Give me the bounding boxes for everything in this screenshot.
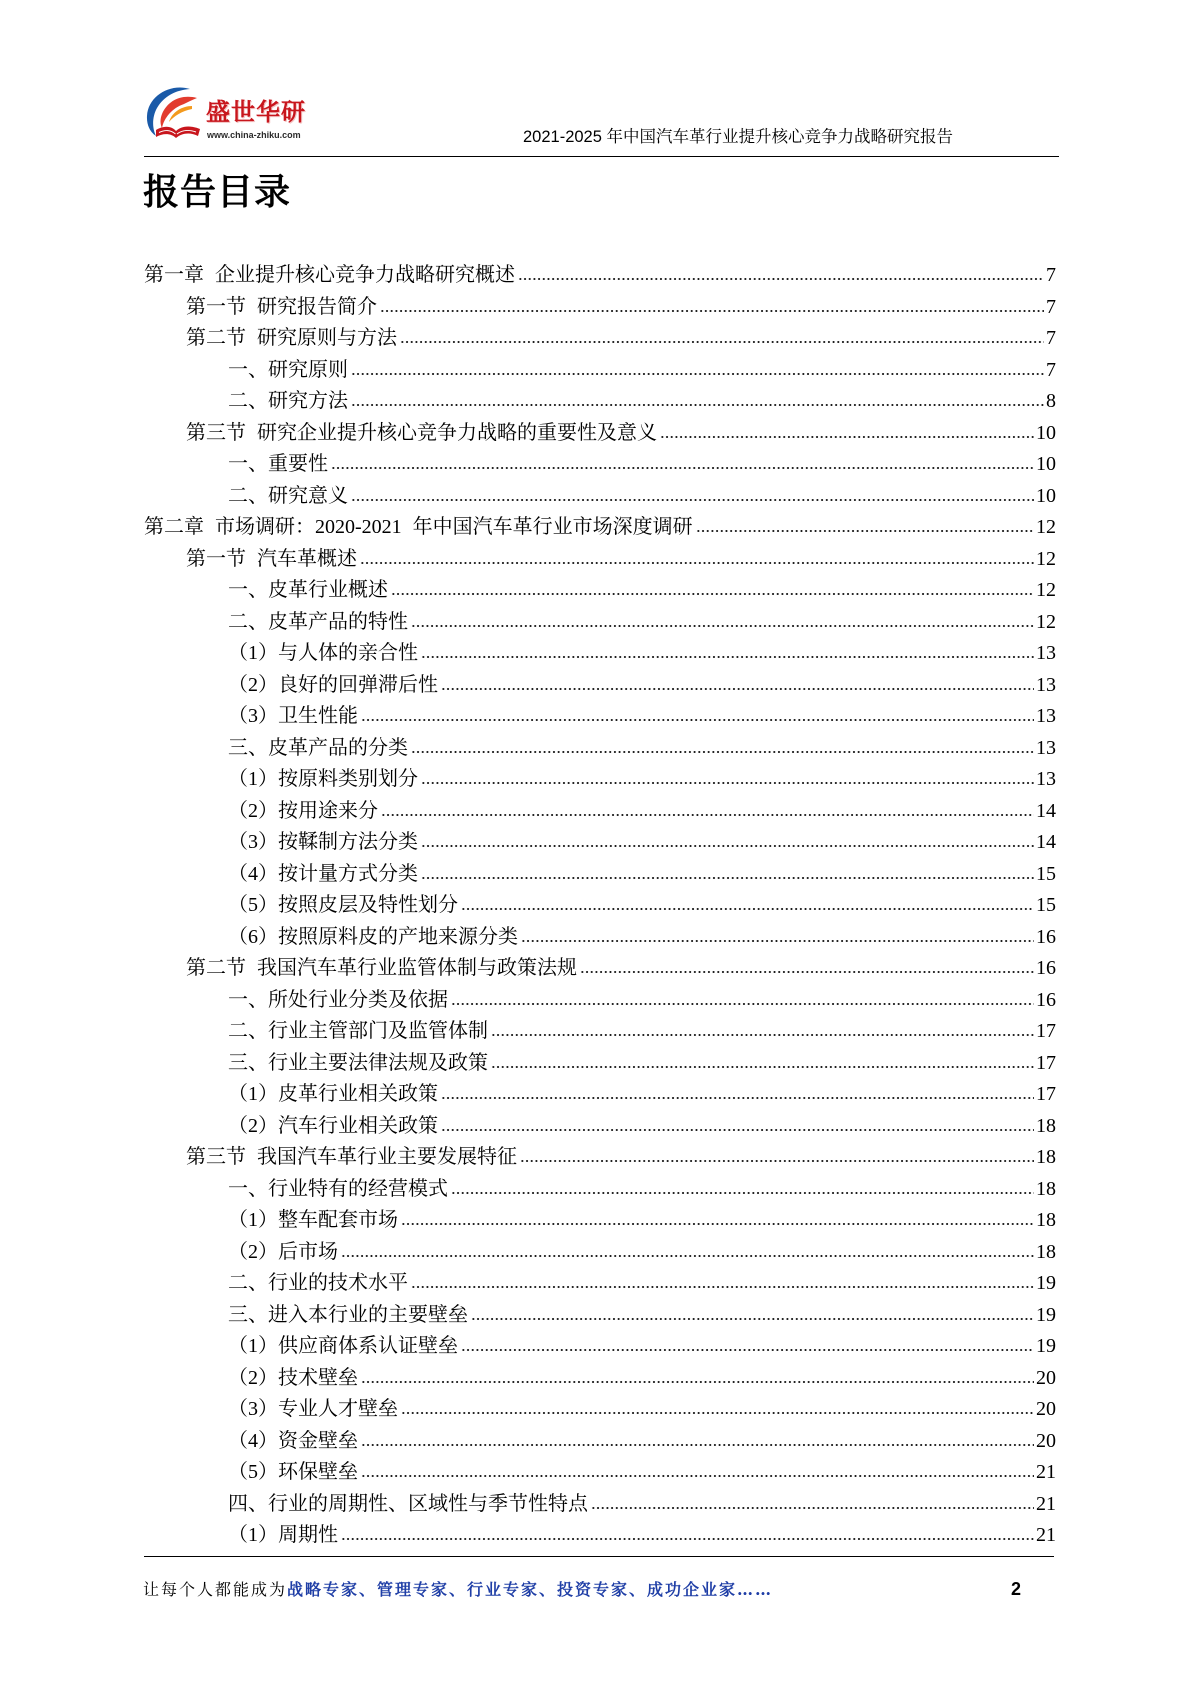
toc-entry xyxy=(144,1142,1056,1174)
page-number: 2 xyxy=(1011,1579,1022,1599)
toc-entry-page-number: 13 xyxy=(1036,705,1056,727)
toc-entry-page-number: 7 xyxy=(1046,358,1056,381)
toc-dot-leader xyxy=(421,781,1034,785)
toc-entry-label: 二、皮革产品的特性 xyxy=(228,610,408,633)
toc-dot-leader xyxy=(401,1222,1034,1226)
toc-entry xyxy=(144,449,1056,481)
toc-entry xyxy=(144,890,1056,922)
toc-entry-page-number: 19 xyxy=(1036,1303,1056,1326)
toc-entry xyxy=(144,260,1056,292)
toc-entry-page-number: 17 xyxy=(1036,1020,1056,1042)
toc-entry xyxy=(144,1079,1056,1111)
toc-dot-leader xyxy=(441,1096,1034,1100)
toc-entry-page-number: 19 xyxy=(1036,1335,1056,1357)
toc-dot-leader xyxy=(400,340,1044,344)
toc-entry xyxy=(144,1268,1056,1300)
toc-entry-page-number: 19 xyxy=(1036,1272,1056,1294)
toc-entry-page-number: 16 xyxy=(1036,988,1056,1011)
toc-dot-leader xyxy=(660,435,1034,439)
toc-entry xyxy=(144,481,1056,513)
toc-dot-leader xyxy=(421,655,1034,659)
toc-dot-leader xyxy=(580,970,1034,974)
footer-divider xyxy=(144,1556,1054,1557)
toc-entry-page-number: 17 xyxy=(1036,1083,1056,1105)
toc-entry xyxy=(144,1331,1056,1363)
toc-entry xyxy=(144,544,1056,576)
toc-dot-leader xyxy=(521,939,1034,943)
slogan-prefix: 让每个人都能成为 xyxy=(143,1580,288,1599)
toc-entry xyxy=(144,670,1056,702)
toc-entry-label: （1）周期性 xyxy=(228,1524,338,1546)
header-divider xyxy=(144,156,1059,157)
toc-entry xyxy=(144,764,1056,796)
toc-entry-page-number: 7 xyxy=(1046,264,1056,286)
toc-entry xyxy=(144,922,1056,954)
toc-dot-leader xyxy=(461,1348,1034,1352)
toc-entry xyxy=(144,1016,1056,1048)
toc-entry-page-number: 18 xyxy=(1036,1146,1056,1168)
toc-entry-page-number: 15 xyxy=(1036,894,1056,916)
toc-entry xyxy=(144,1237,1056,1269)
toc-entry-label: 第一节 汽车革概述 xyxy=(186,547,357,570)
toc-entry-page-number: 12 xyxy=(1036,579,1056,601)
footer-slogan xyxy=(143,1579,773,1601)
toc-entry-label: （1）与人体的亲合性 xyxy=(228,642,418,664)
toc-entry xyxy=(144,1205,1056,1237)
toc-entry-page-number: 18 xyxy=(1036,1240,1056,1263)
toc-dot-leader xyxy=(341,1537,1034,1541)
toc-entry-page-number: 12 xyxy=(1036,547,1056,570)
toc-dot-leader xyxy=(380,309,1044,313)
toc-entry-label: 第二节 研究原则与方法 xyxy=(186,327,397,349)
toc-entry xyxy=(144,1520,1056,1552)
toc-entry-label: 一、所处行业分类及依据 xyxy=(228,988,448,1011)
toc-entry-label: 二、研究意义 xyxy=(228,484,348,507)
toc-entry-page-number: 14 xyxy=(1036,831,1056,853)
toc-entry-label: （1）按原料类别划分 xyxy=(228,768,418,790)
toc-dot-leader xyxy=(351,403,1044,407)
toc-entry xyxy=(144,1489,1056,1521)
toc-entry-page-number: 10 xyxy=(1036,421,1056,444)
toc-entry-label: （1）整车配套市场 xyxy=(228,1209,398,1231)
toc-entry-page-number: 14 xyxy=(1036,799,1056,822)
toc-entry xyxy=(144,607,1056,639)
toc-entry-page-number: 21 xyxy=(1036,1524,1056,1546)
toc-entry-page-number: 18 xyxy=(1036,1209,1056,1231)
toc-entry xyxy=(144,953,1056,985)
toc-entry xyxy=(144,701,1056,733)
toc-entry-label: （3）按鞣制方法分类 xyxy=(228,831,418,853)
toc-list xyxy=(144,260,1056,1552)
toc-dot-leader xyxy=(411,1285,1034,1289)
toc-entry-page-number: 17 xyxy=(1036,1051,1056,1074)
toc-entry-label: 一、研究原则 xyxy=(228,358,348,381)
toc-entry-label: （2）良好的回弹滞后性 xyxy=(228,673,438,696)
toc-dot-leader xyxy=(441,687,1034,691)
toc-entry-label: 第三节 我国汽车革行业主要发展特征 xyxy=(186,1146,517,1168)
toc-dot-leader xyxy=(518,277,1044,281)
toc-dot-leader xyxy=(381,813,1034,817)
toc-entry-page-number: 16 xyxy=(1036,925,1056,948)
toc-dot-leader xyxy=(491,1033,1034,1037)
toc-dot-leader xyxy=(361,1474,1034,1478)
toc-dot-leader xyxy=(471,1317,1034,1321)
toc-entry-page-number: 10 xyxy=(1036,484,1056,507)
toc-entry-label: （3）卫生性能 xyxy=(228,705,358,727)
toc-entry-label: （2）后市场 xyxy=(228,1240,338,1263)
slogan-highlight: 战略专家、管理专家、行业专家、投资专家、成功企业家…… xyxy=(287,1580,774,1599)
toc-entry-page-number: 10 xyxy=(1036,453,1056,475)
toc-entry-page-number: 20 xyxy=(1036,1398,1056,1420)
toc-entry xyxy=(144,1048,1056,1080)
toc-entry-page-number: 7 xyxy=(1046,327,1056,349)
toc-entry-label: （5）环保壁垒 xyxy=(228,1461,358,1483)
toc-entry-label: 第二节 我国汽车革行业监管体制与政策法规 xyxy=(186,957,577,979)
toc-dot-leader xyxy=(421,844,1034,848)
toc-entry-label: 四、行业的周期性、区域性与季节性特点 xyxy=(228,1492,588,1515)
toc-entry-label: 三、皮革产品的分类 xyxy=(228,736,408,759)
toc-dot-leader xyxy=(696,529,1034,533)
toc-dot-leader xyxy=(441,1128,1034,1132)
toc-entry xyxy=(144,355,1056,387)
toc-dot-leader xyxy=(351,498,1034,502)
toc-entry-label: 第二章 市场调研：2020-2021 年中国汽车革行业市场深度调研 xyxy=(144,516,693,538)
toc-entry xyxy=(144,859,1056,891)
toc-entry xyxy=(144,512,1056,544)
toc-entry xyxy=(144,985,1056,1017)
toc-entry-label: （2）汽车行业相关政策 xyxy=(228,1114,438,1137)
toc-dot-leader xyxy=(451,1191,1034,1195)
logo xyxy=(142,84,317,148)
toc-dot-leader xyxy=(361,1443,1034,1447)
toc-dot-leader xyxy=(591,1506,1034,1510)
toc-entry-label: （1）供应商体系认证壁垒 xyxy=(228,1335,458,1357)
toc-dot-leader xyxy=(411,624,1034,628)
toc-entry-label: （6）按照原料皮的产地来源分类 xyxy=(228,925,518,948)
toc-dot-leader xyxy=(351,372,1044,376)
toc-entry-label: （4）资金壁垒 xyxy=(228,1429,358,1452)
toc-entry xyxy=(144,1111,1056,1143)
toc-entry-page-number: 20 xyxy=(1036,1429,1056,1452)
toc-dot-leader xyxy=(361,1380,1034,1384)
toc-entry xyxy=(144,575,1056,607)
toc-dot-leader xyxy=(361,718,1034,722)
toc-entry-page-number: 12 xyxy=(1036,516,1056,538)
toc-entry xyxy=(144,1174,1056,1206)
toc-dot-leader xyxy=(360,561,1034,565)
toc-entry-page-number: 18 xyxy=(1036,1114,1056,1137)
toc-entry-label: （5）按照皮层及特性划分 xyxy=(228,894,458,916)
logo-icon xyxy=(142,84,204,144)
toc-entry xyxy=(144,796,1056,828)
toc-entry-label: 二、行业的技术水平 xyxy=(228,1272,408,1294)
toc-entry-page-number: 18 xyxy=(1036,1177,1056,1200)
toc-entry-label: 一、重要性 xyxy=(228,453,328,475)
toc-dot-leader xyxy=(491,1065,1034,1069)
toc-entry-label: 三、行业主要法律法规及政策 xyxy=(228,1051,488,1074)
toc-entry-page-number: 13 xyxy=(1036,736,1056,759)
toc-entry-page-number: 21 xyxy=(1036,1492,1056,1515)
toc-entry-page-number: 12 xyxy=(1036,610,1056,633)
toc-entry-label: 二、行业主管部门及监管体制 xyxy=(228,1020,488,1042)
report-title: 2021-2025 年中国汽车革行业提升核心竞争力战略研究报告 xyxy=(523,128,953,146)
toc-entry xyxy=(144,733,1056,765)
toc-dot-leader xyxy=(401,1411,1034,1415)
toc-entry xyxy=(144,1457,1056,1489)
toc-entry-page-number: 20 xyxy=(1036,1366,1056,1389)
toc-entry xyxy=(144,638,1056,670)
toc-entry xyxy=(144,827,1056,859)
toc-entry xyxy=(144,1394,1056,1426)
toc-entry-label: （3）专业人才壁垒 xyxy=(228,1398,398,1420)
logo-brand-name: 盛世华研 xyxy=(206,99,306,126)
toc-entry-label: （4）按计量方式分类 xyxy=(228,862,418,885)
toc-dot-leader xyxy=(451,1002,1034,1006)
toc-entry xyxy=(144,292,1056,324)
toc-entry-page-number: 13 xyxy=(1036,673,1056,696)
toc-entry xyxy=(144,418,1056,450)
toc-entry-label: （1）皮革行业相关政策 xyxy=(228,1083,438,1105)
toc-entry-label: 第一节 研究报告简介 xyxy=(186,295,377,318)
toc-entry-label: 第一章 企业提升核心竞争力战略研究概述 xyxy=(144,264,515,286)
toc-entry-page-number: 16 xyxy=(1036,957,1056,979)
toc-entry xyxy=(144,1363,1056,1395)
toc-entry-label: （2）按用途来分 xyxy=(228,799,378,822)
toc-dot-leader xyxy=(331,466,1034,470)
toc-entry-page-number: 15 xyxy=(1036,862,1056,885)
toc-dot-leader xyxy=(391,592,1034,596)
toc-entry-label: （2）技术壁垒 xyxy=(228,1366,358,1389)
toc-entry-page-number: 7 xyxy=(1046,295,1056,318)
toc-entry-page-number: 13 xyxy=(1036,768,1056,790)
toc-entry-label: 二、研究方法 xyxy=(228,390,348,412)
toc-entry xyxy=(144,1426,1056,1458)
toc-dot-leader xyxy=(341,1254,1034,1258)
toc-entry xyxy=(144,323,1056,355)
toc-dot-leader xyxy=(520,1159,1034,1163)
toc-dot-leader xyxy=(461,907,1034,911)
logo-url: www.china-zhiku.com xyxy=(207,130,301,140)
toc-entry-label: 一、行业特有的经营模式 xyxy=(228,1177,448,1200)
toc-entry-page-number: 13 xyxy=(1036,642,1056,664)
toc-entry-label: 第三节 研究企业提升核心竞争力战略的重要性及意义 xyxy=(186,421,657,444)
page-title: 报告目录 xyxy=(143,171,292,212)
toc-entry xyxy=(144,1300,1056,1332)
toc-entry-page-number: 21 xyxy=(1036,1461,1056,1483)
toc-entry-page-number: 8 xyxy=(1046,390,1056,412)
toc-dot-leader xyxy=(421,876,1034,880)
toc-entry-label: 一、皮革行业概述 xyxy=(228,579,388,601)
toc-dot-leader xyxy=(411,750,1034,754)
toc-entry-label: 三、进入本行业的主要壁垒 xyxy=(228,1303,468,1326)
toc-entry xyxy=(144,386,1056,418)
